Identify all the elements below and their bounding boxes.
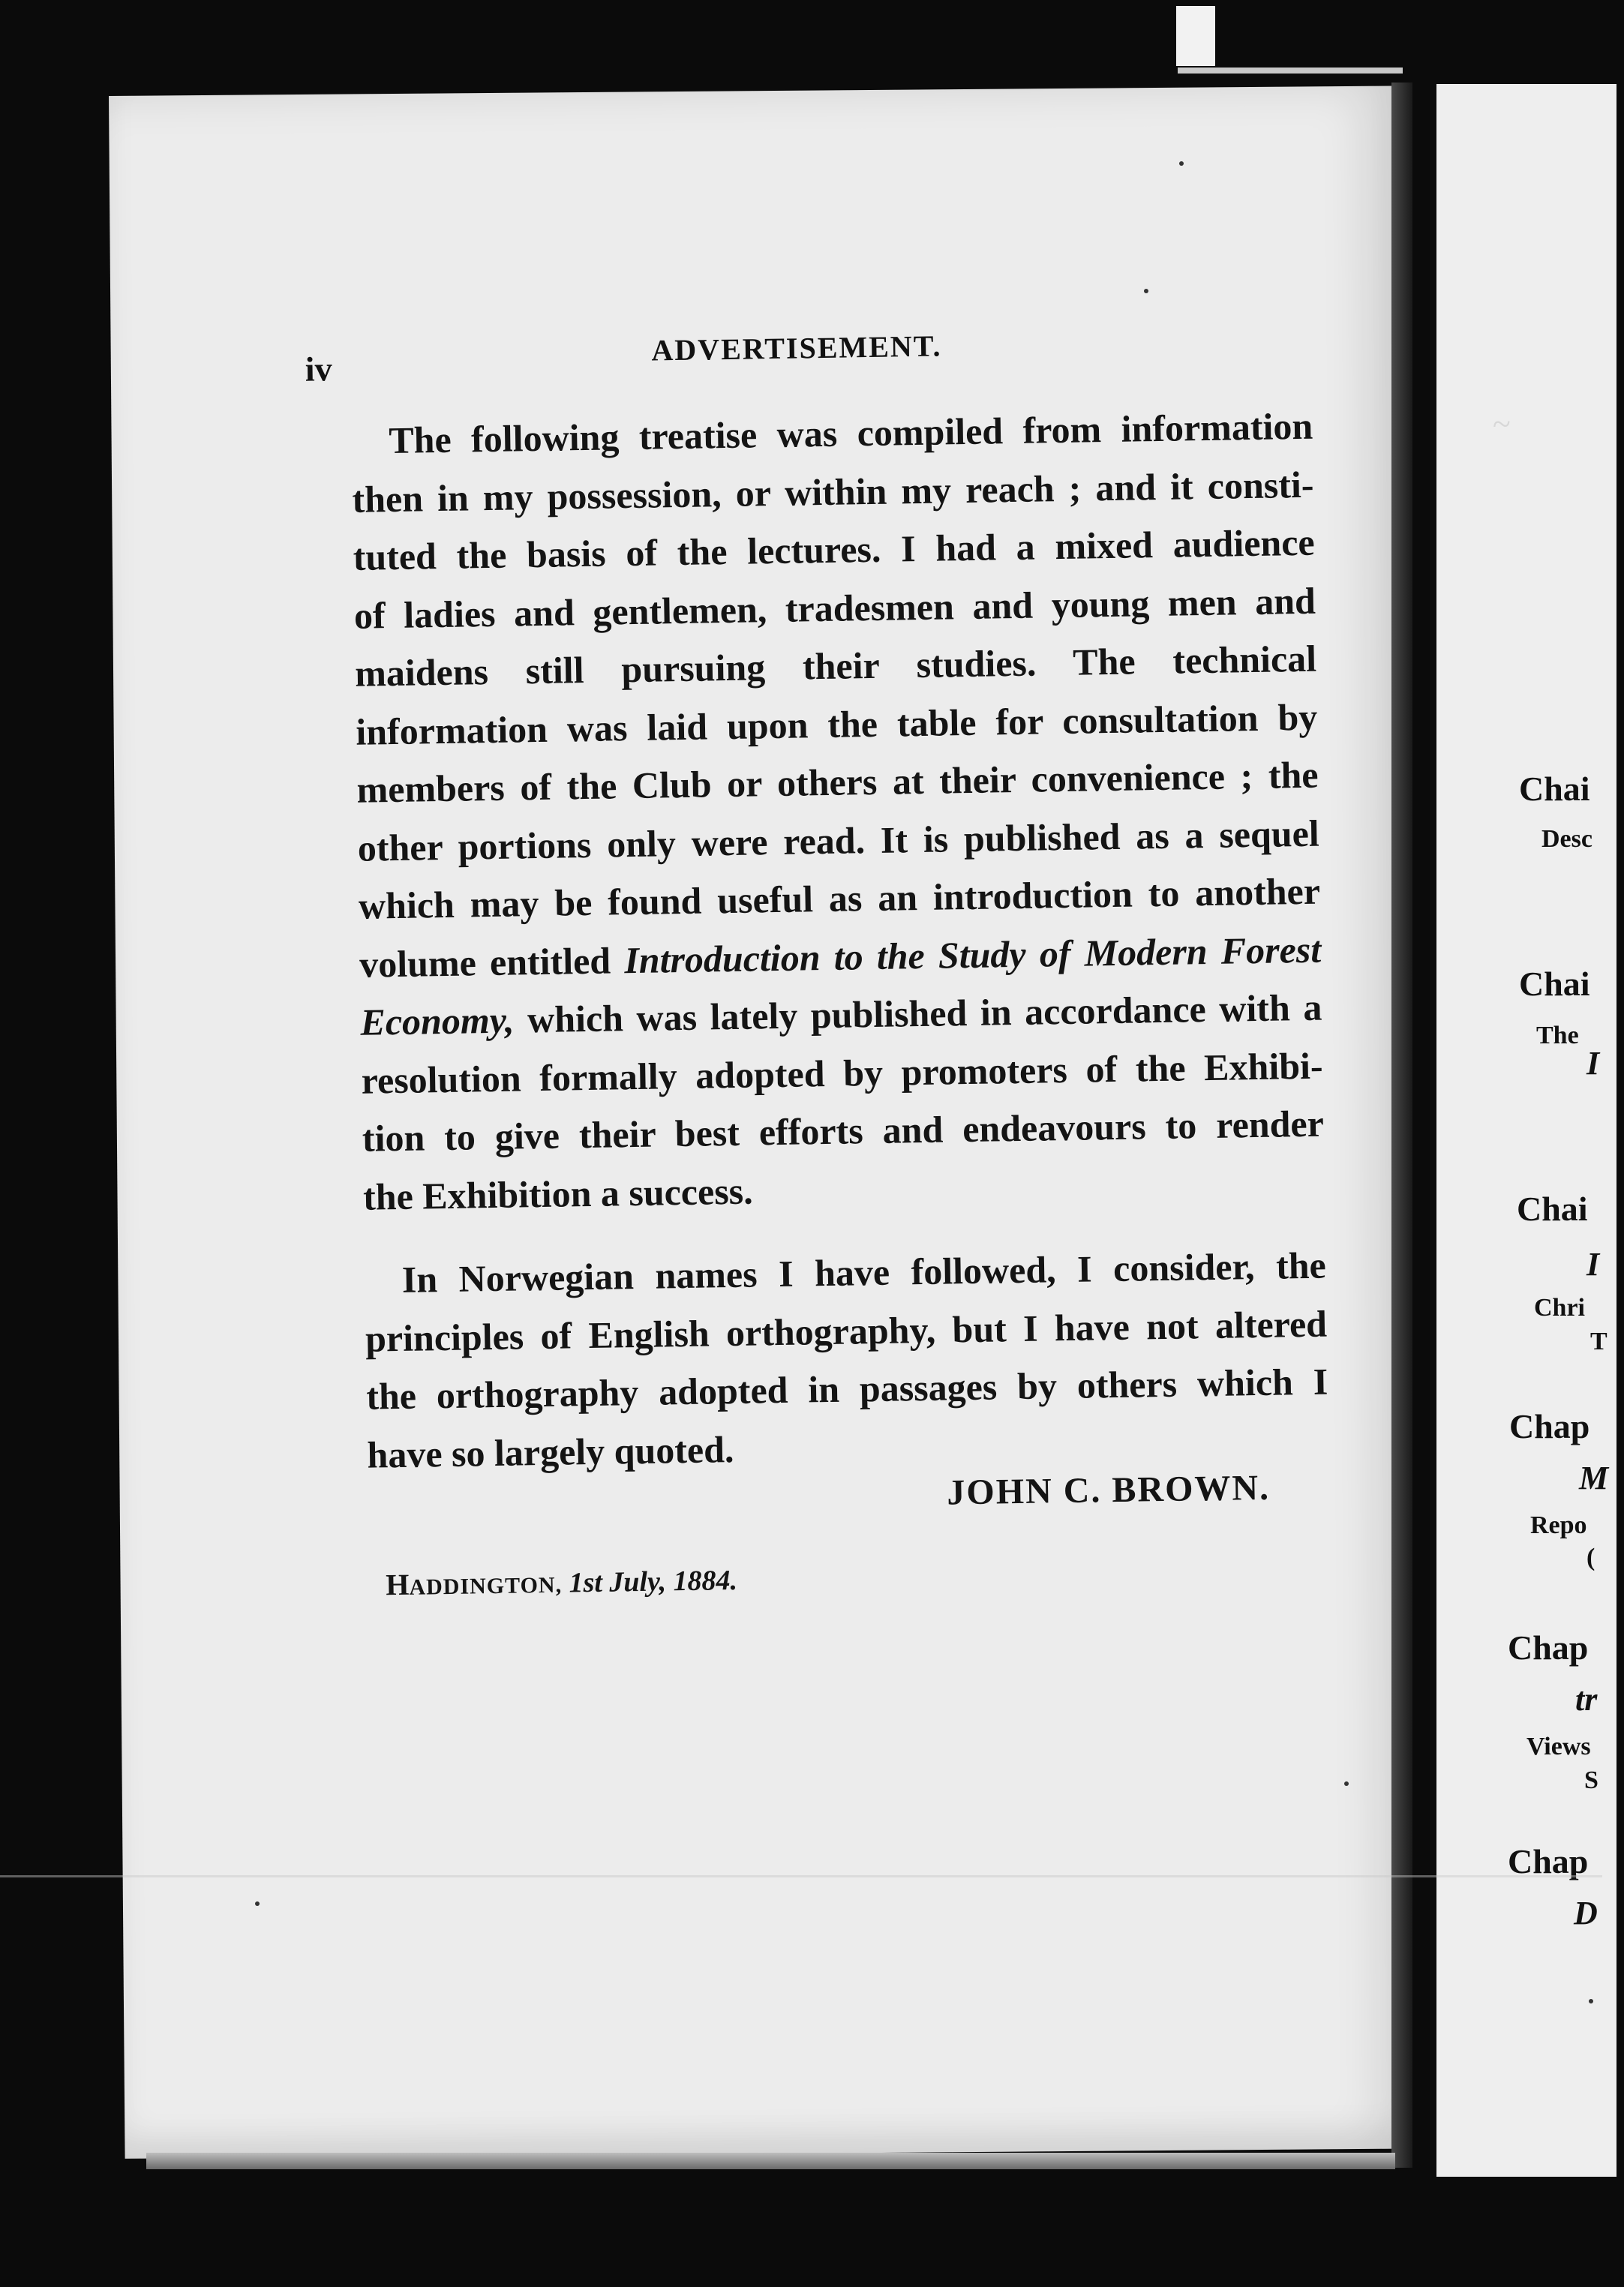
text-line: which may be found useful as an introduction to another — [358, 869, 1321, 927]
bleed-through-text: ~ — [1493, 406, 1511, 443]
advertisement-body — [315, 398, 1329, 1485]
text-line: the Exhibition a success. — [362, 1169, 754, 1218]
volume-label: volume entitled — [359, 939, 611, 986]
text-line: maidens still pursuing their studies. The technical — [354, 637, 1317, 695]
right-page-italic: tr — [1575, 1681, 1598, 1718]
scan-artifact-line — [0, 1875, 1602, 1877]
text-line: information was laid upon the table for consultation by — [355, 695, 1318, 753]
right-page-fragment: Chai — [1517, 1190, 1588, 1228]
right-page-fragment: Chap — [1508, 1842, 1589, 1880]
dateline-date: 1st July, 1884. — [569, 1564, 738, 1599]
text-line-rest: which was lately published in accordance with a — [527, 986, 1322, 1041]
right-page-fragment: Chap — [1508, 1628, 1589, 1667]
right-page-fragment: Chai — [1519, 770, 1590, 808]
right-page-italic: I — [1586, 1246, 1600, 1283]
dateline-place-rest: ADDINGTON, — [409, 1572, 563, 1600]
text-line: the orthography adopted in passages by others which I — [365, 1360, 1328, 1418]
text-line: then in my possession, or within my reach ; and it consti- — [352, 463, 1314, 521]
text-line: In Norwegian names I have followed, I consider, the — [401, 1244, 1327, 1301]
text-line: of ladies and gentlemen, tradesmen and young men and — [353, 579, 1316, 637]
text-line: tion to give their best efforts and endeavours to render — [362, 1102, 1325, 1160]
dust-speck — [1179, 161, 1184, 166]
dateline-place-initial: H — [385, 1567, 410, 1602]
right-page-italic: I — [1586, 1045, 1600, 1082]
right-page-italic: M — [1579, 1460, 1609, 1496]
text-line: The following treatise was compiled from information — [388, 404, 1313, 462]
right-page-fragment: Chai — [1519, 965, 1590, 1003]
right-page-fragment: Chri — [1534, 1294, 1585, 1322]
dust-speck — [255, 1901, 260, 1906]
right-page-letter: S — [1584, 1766, 1598, 1794]
book-title: Introduction to the Study of Modern Forest — [623, 928, 1322, 981]
signature: JOHN C. BROWN. — [947, 1467, 1271, 1513]
dust-speck — [1144, 289, 1148, 293]
book-title-end: Economy, — [360, 998, 515, 1043]
right-page-fragment: Repo — [1530, 1511, 1587, 1539]
right-page-letter: T — [1590, 1328, 1607, 1355]
text-line: tuted the basis of the lectures. I had a mixed audience — [353, 521, 1316, 578]
page-number: iv — [305, 350, 332, 389]
dust-speck — [1344, 1781, 1349, 1786]
text-line: other portions only were read. It is published as a sequel — [357, 812, 1320, 869]
text-line: have so largely quoted. — [367, 1427, 734, 1476]
text-line: resolution formally adopted by promoters of the Exhibi- — [361, 1044, 1323, 1102]
right-page-fragment: Desc — [1541, 825, 1592, 853]
dust-speck — [1589, 1999, 1593, 2003]
right-page-fragment: The — [1536, 1022, 1579, 1049]
right-page-fragment: Chap — [1509, 1407, 1590, 1445]
running-head: ADVERTISEMENT. — [651, 329, 942, 368]
paragraph-2 — [328, 1237, 1329, 1485]
dateline — [386, 1562, 737, 1602]
right-page-italic: D — [1574, 1895, 1598, 1931]
text-line: principles of English orthography, but I have not altered — [365, 1302, 1328, 1360]
paragraph-1 — [315, 398, 1325, 1227]
text-line: members of the Club or others at their convenience ; the — [356, 753, 1319, 811]
right-page-letter: ( — [1586, 1544, 1595, 1571]
right-page-fragment: Views — [1526, 1733, 1591, 1760]
